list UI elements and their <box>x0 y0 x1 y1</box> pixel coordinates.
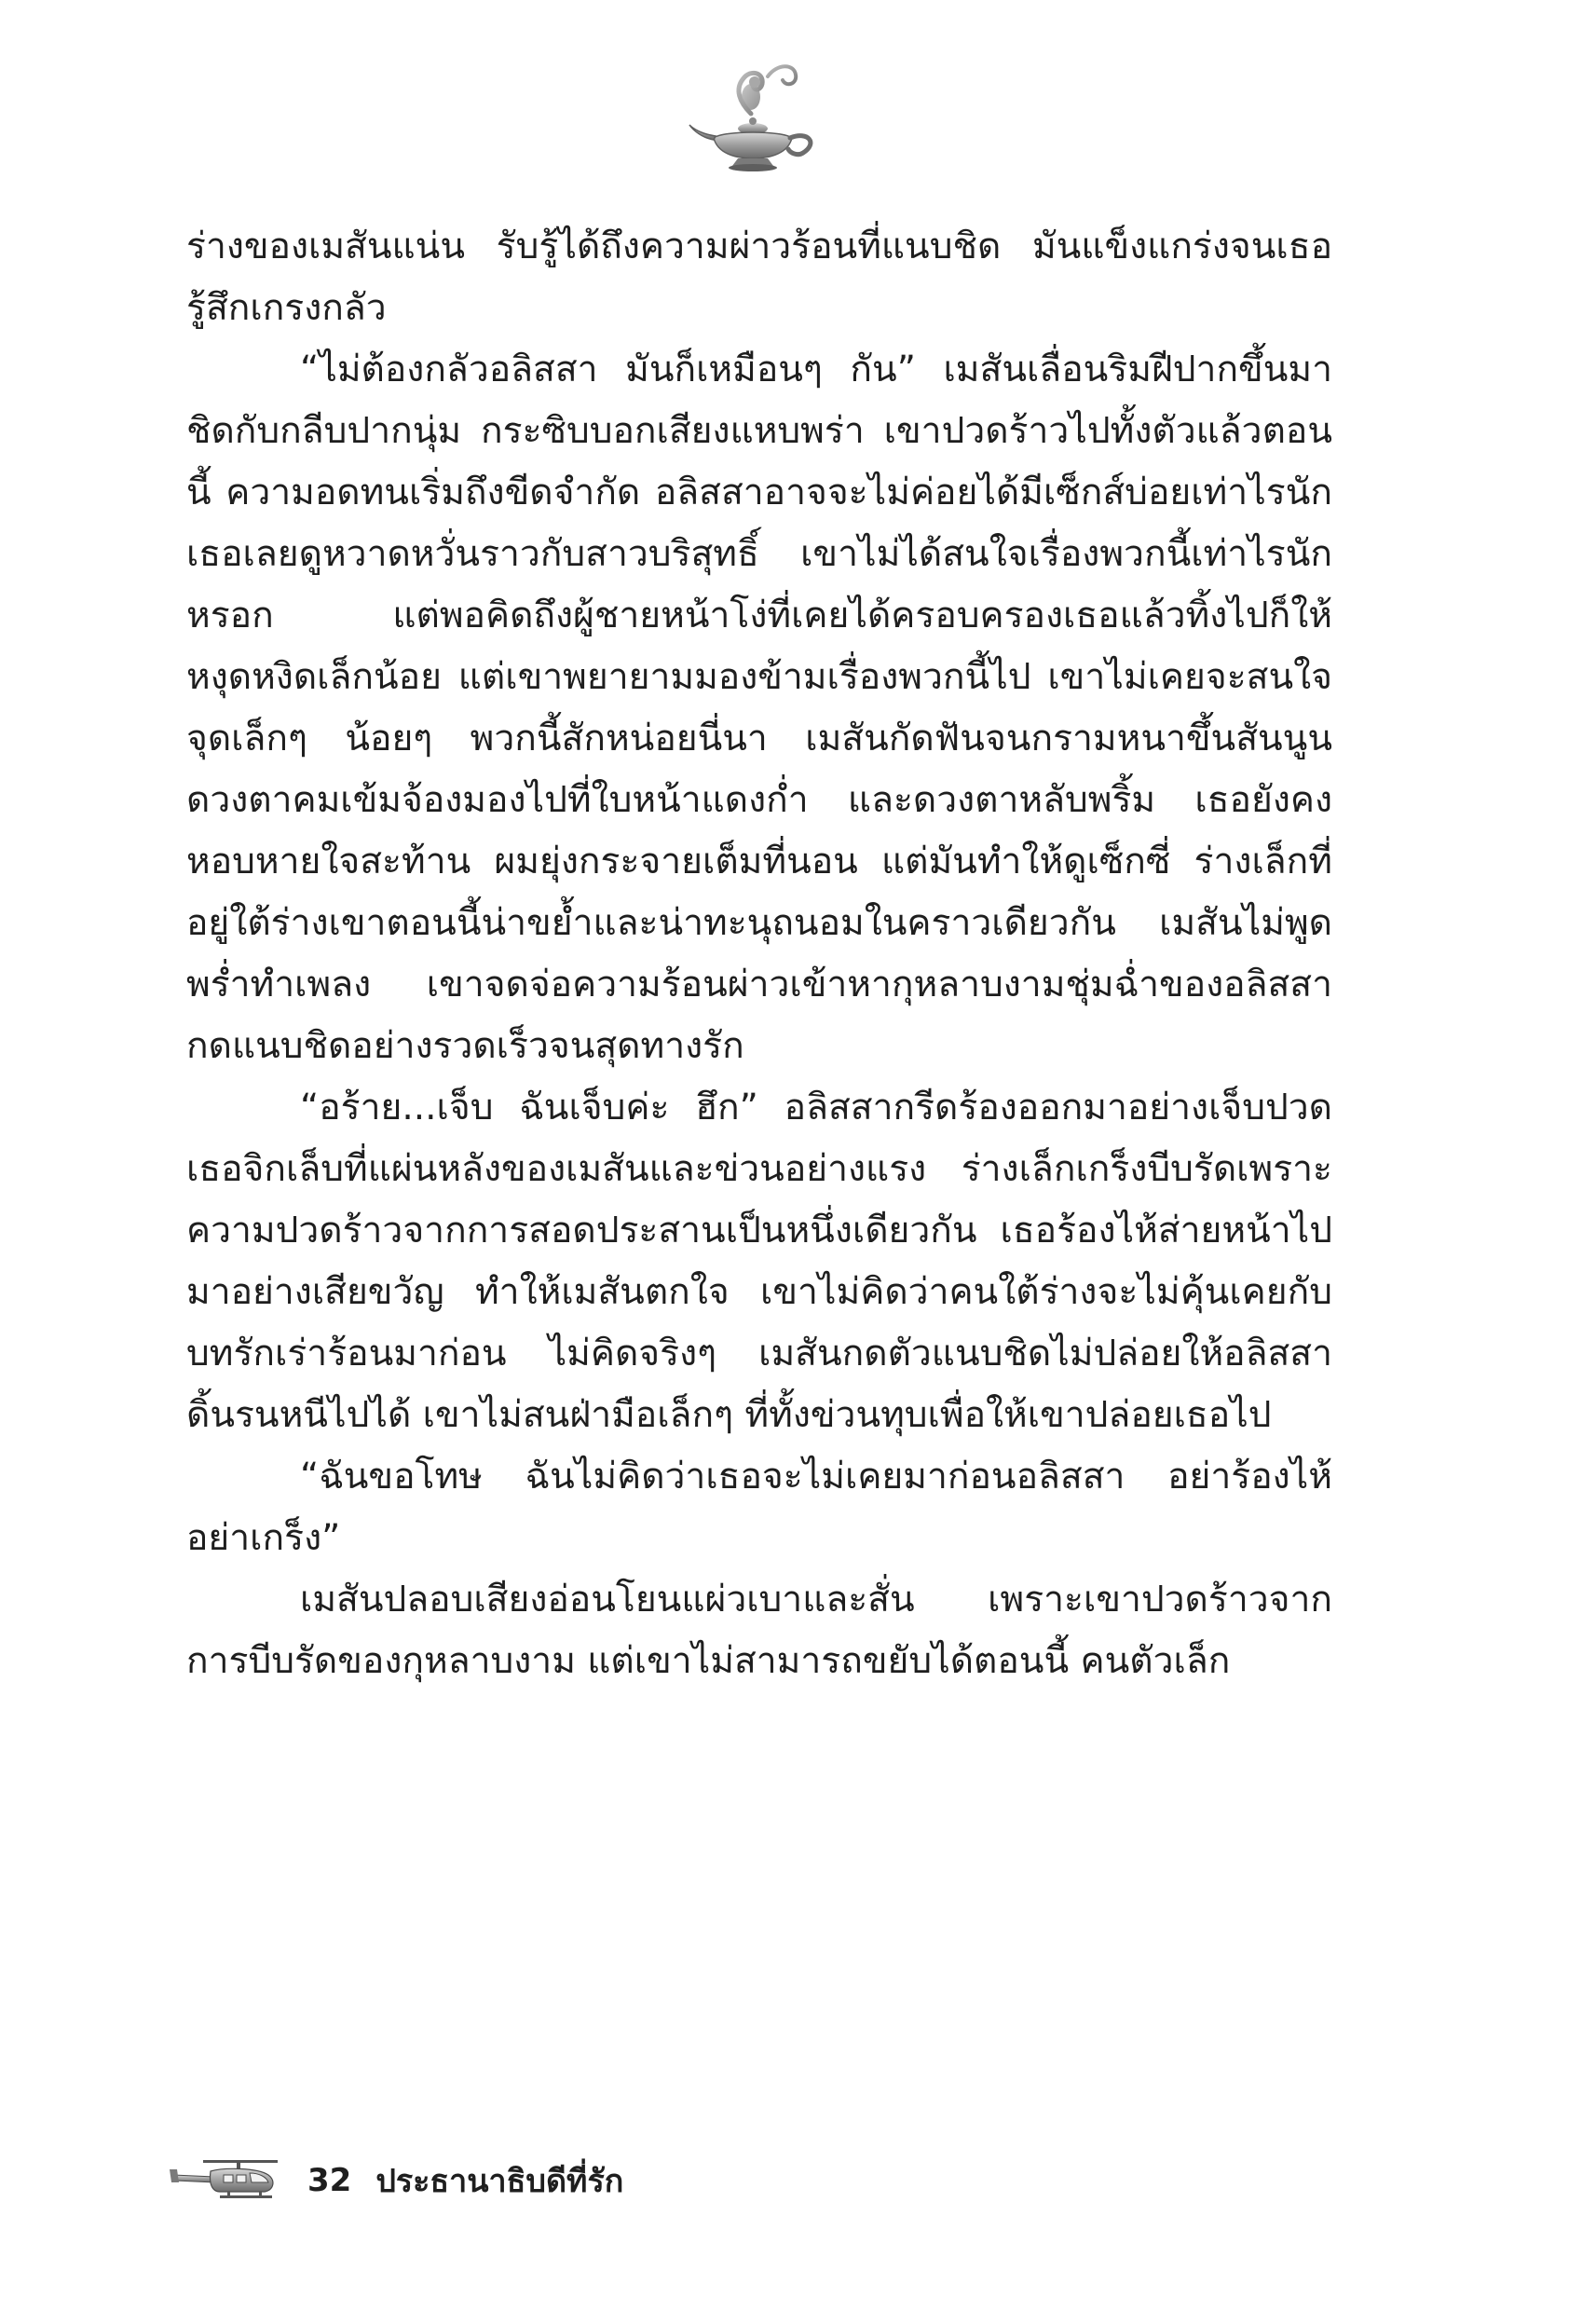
helicopter-icon <box>168 2156 280 2205</box>
paragraph-3: “อร้าย...เจ็บ ฉันเจ็บค่ะ ฮึก” อลิสสากรีดร้องออกมาอย่างเจ็บปวด เธอจิกเล็บที่แผ่นหลังของเมสันและข่วนอย่างแรง ร่างเล็กเกร็งบีบรัดเพราะความปวดร้าวจากการสอดประสานเป็นหนึ่งเดียวกัน เธอร้องไห้ส่ายหน้าไปมาอย่างเสียขวัญ ทำให้เมสันตกใจ เขาไม่คิดว่าคนใต้ร่างจะไม่คุ้นเคยกับบทรักเร่าร้อนมาก่อน ไม่คิดจริงๆ เมสันกดตัวแนบชิดไม่ปล่อยให้อลิสสาดิ้นรนหนีไปได้ เขาไม่สนฝ่ามือเล็กๆ ที่ทั้งข่วนทุบเพื่อให้เขาปล่อยเธอไป <box>186 1087 1332 1436</box>
paragraph-2: “ไม่ต้องกลัวอลิสสา มันก็เหมือนๆ กัน” เมสันเลื่อนริมฝีปากขึ้นมาชิดกับกลีบปากนุ่ม กระซิบบอกเสียงแหบพร่า เขาปวดร้าวไปทั้งตัวแล้วตอนนี้ ความอดทนเริ่มถึงขีดจำกัด อลิสสาอาจจะไม่ค่อยได้มีเซ็กส์บ่อยเท่าไรนัก เธอเลยดูหวาดหวั่นราวกับสาวบริสุทธิ์ เขาไม่ได้สนใจเรื่องพวกนี้เท่าไรนักหรอก แต่พอคิดถึงผู้ชายหน้าโง่ที่เคยได้ครอบครองเธอแล้วทิ้งไปก็ให้หงุดหงิดเล็กน้อย แต่เขาพยายามมองข้ามเรื่องพวกนี้ไป เขาไม่เคยจะสนใจจุดเล็กๆ น้อยๆ พวกนี้สักหน่อยนี่นา เมสันกัดฟันจนกรามหนาขึ้นสันนูน ดวงตาคมเข้มจ้องมองไปที่ใบหน้าแดงก่ำ และดวงตาหลับพริ้ม เธอยังคงหอบหายใจสะท้าน ผมยุ่งกระจายเต็มที่นอน แต่มันทำให้ดูเซ็กซี่ ร่างเล็กที่อยู่ใต้ร่างเขาตอนนี้น่าขย้ำและน่าทะนุถนอมในคราวเดียวกัน เมสันไม่พูดพร่ำทำเพลง เขาจดจ่อความร้อนผ่าวเข้าหากุหลาบงามชุ่มฉ่ำของอลิสสา กดแนบชิดอย่างรวดเร็วจนสุดทางรัก <box>186 349 1332 1067</box>
paragraph-5: เมสันปลอบเสียงอ่อนโยนแผ่วเบาและสั่น เพราะเขาปวดร้าวจากการบีบรัดของกุหลาบงาม แต่เขาไม่สามารถขยับได้ตอนนี้ คนตัวเล็ก <box>186 1579 1332 1682</box>
book-title: ประธานาธิบดีที่รัก <box>375 2163 624 2200</box>
body-text <box>186 216 1332 1692</box>
page-footer <box>168 2153 623 2208</box>
magic-lamp-icon <box>686 56 825 177</box>
paragraph-1: ร่างของเมสันแน่น รับรู้ได้ถึงความผ่าวร้อนที่แนบชิด มันแข็งแกร่งจนเธอรู้สึกเกรงกลัว <box>186 226 1332 329</box>
page-number: 32 <box>307 2162 352 2199</box>
paragraph-4: “ฉันขอโทษ ฉันไม่คิดว่าเธอจะไม่เคยมาก่อนอลิสสา อย่าร้องไห้อย่าเกร็ง” <box>186 1456 1332 1559</box>
